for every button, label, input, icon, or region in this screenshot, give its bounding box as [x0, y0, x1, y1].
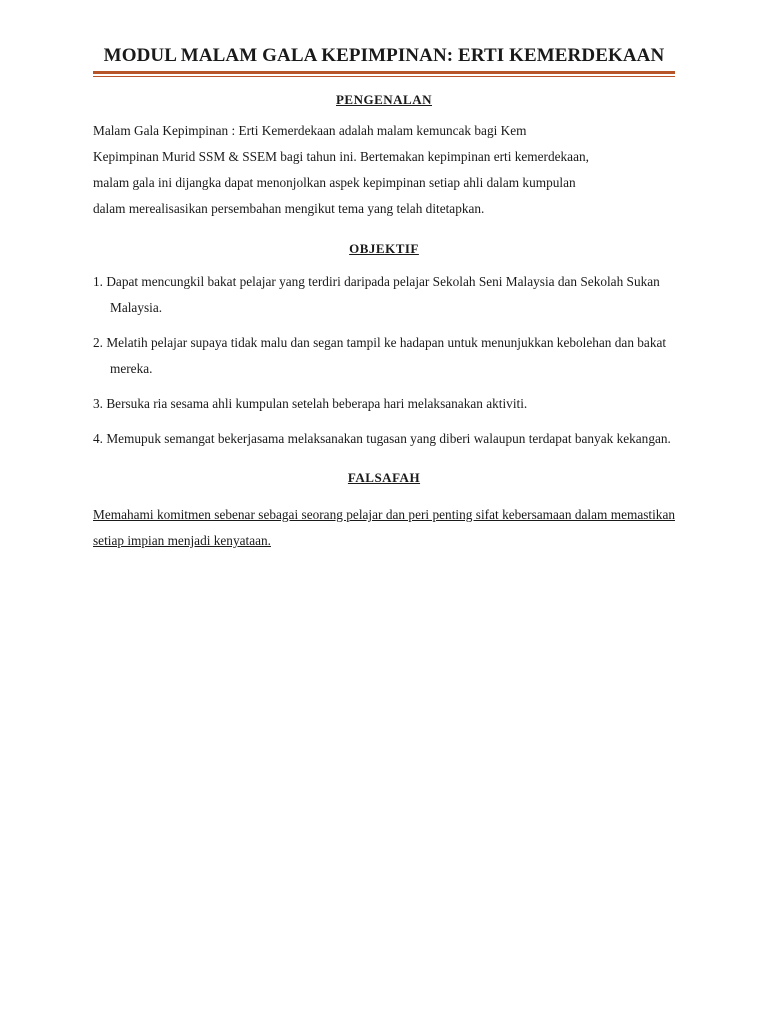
objektif-item	[93, 426, 675, 452]
objektif-item-number: 2.	[93, 335, 103, 350]
falsafah-paragraph: Memahami komitmen sebenar sebagai seorang pelajar dan peri penting sifat kebersamaan dalam memastikan setiap impian menjadi kenyataan.	[93, 507, 675, 548]
objektif-item-text: Memupuk semangat bekerjasama melaksanakan tugasan yang diberi walaupun terdapat banyak kekangan.	[106, 431, 671, 446]
pengenalan-line: Malam Gala Kepimpinan : Erti Kemerdekaan adalah malam kemuncak bagi Kem	[93, 123, 527, 138]
falsafah-heading: FALSAFAH	[347, 470, 421, 485]
objektif-item	[93, 330, 675, 382]
objektif-list	[93, 269, 675, 452]
objektif-heading: OBJEKTIF	[349, 241, 419, 256]
document-page	[93, 40, 675, 567]
pengenalan-paragraph	[93, 118, 675, 222]
document-title: MODUL MALAM GALA KEPIMPINAN: ERTI KEMERDEKAAN	[103, 45, 665, 66]
objektif-item-text: Dapat mencungkil bakat pelajar yang terdiri daripada pelajar Sekolah Seni Malaysia dan Sekolah Sukan Malaysia.	[106, 274, 660, 315]
pengenalan-line: dalam merealisasikan persembahan mengikut tema yang telah ditetapkan.	[93, 201, 485, 216]
pengenalan-heading: PENGENALAN	[335, 92, 432, 107]
title-rule-thick	[93, 71, 675, 74]
pengenalan-line: Kepimpinan Murid SSM & SSEM bagi tahun ini. Bertemakan kepimpinan erti kemerdekaan,	[93, 149, 589, 164]
objektif-item	[93, 391, 675, 417]
objektif-item-number: 1.	[93, 274, 103, 289]
objektif-item-number: 3.	[93, 396, 103, 411]
objektif-item-text: Melatih pelajar supaya tidak malu dan segan tampil ke hadapan untuk menunjukkan kebolehan dan bakat mereka.	[106, 335, 667, 376]
pengenalan-line: malam gala ini dijangka dapat menonjolkan aspek kepimpinan setiap ahli dalam kumpulan	[93, 175, 576, 190]
objektif-item-text: Bersuka ria sesama ahli kumpulan setelah beberapa hari melaksanakan aktiviti.	[106, 396, 528, 411]
title-rule-thin	[93, 76, 675, 77]
objektif-item-number: 4.	[93, 431, 103, 446]
objektif-item	[93, 269, 675, 321]
